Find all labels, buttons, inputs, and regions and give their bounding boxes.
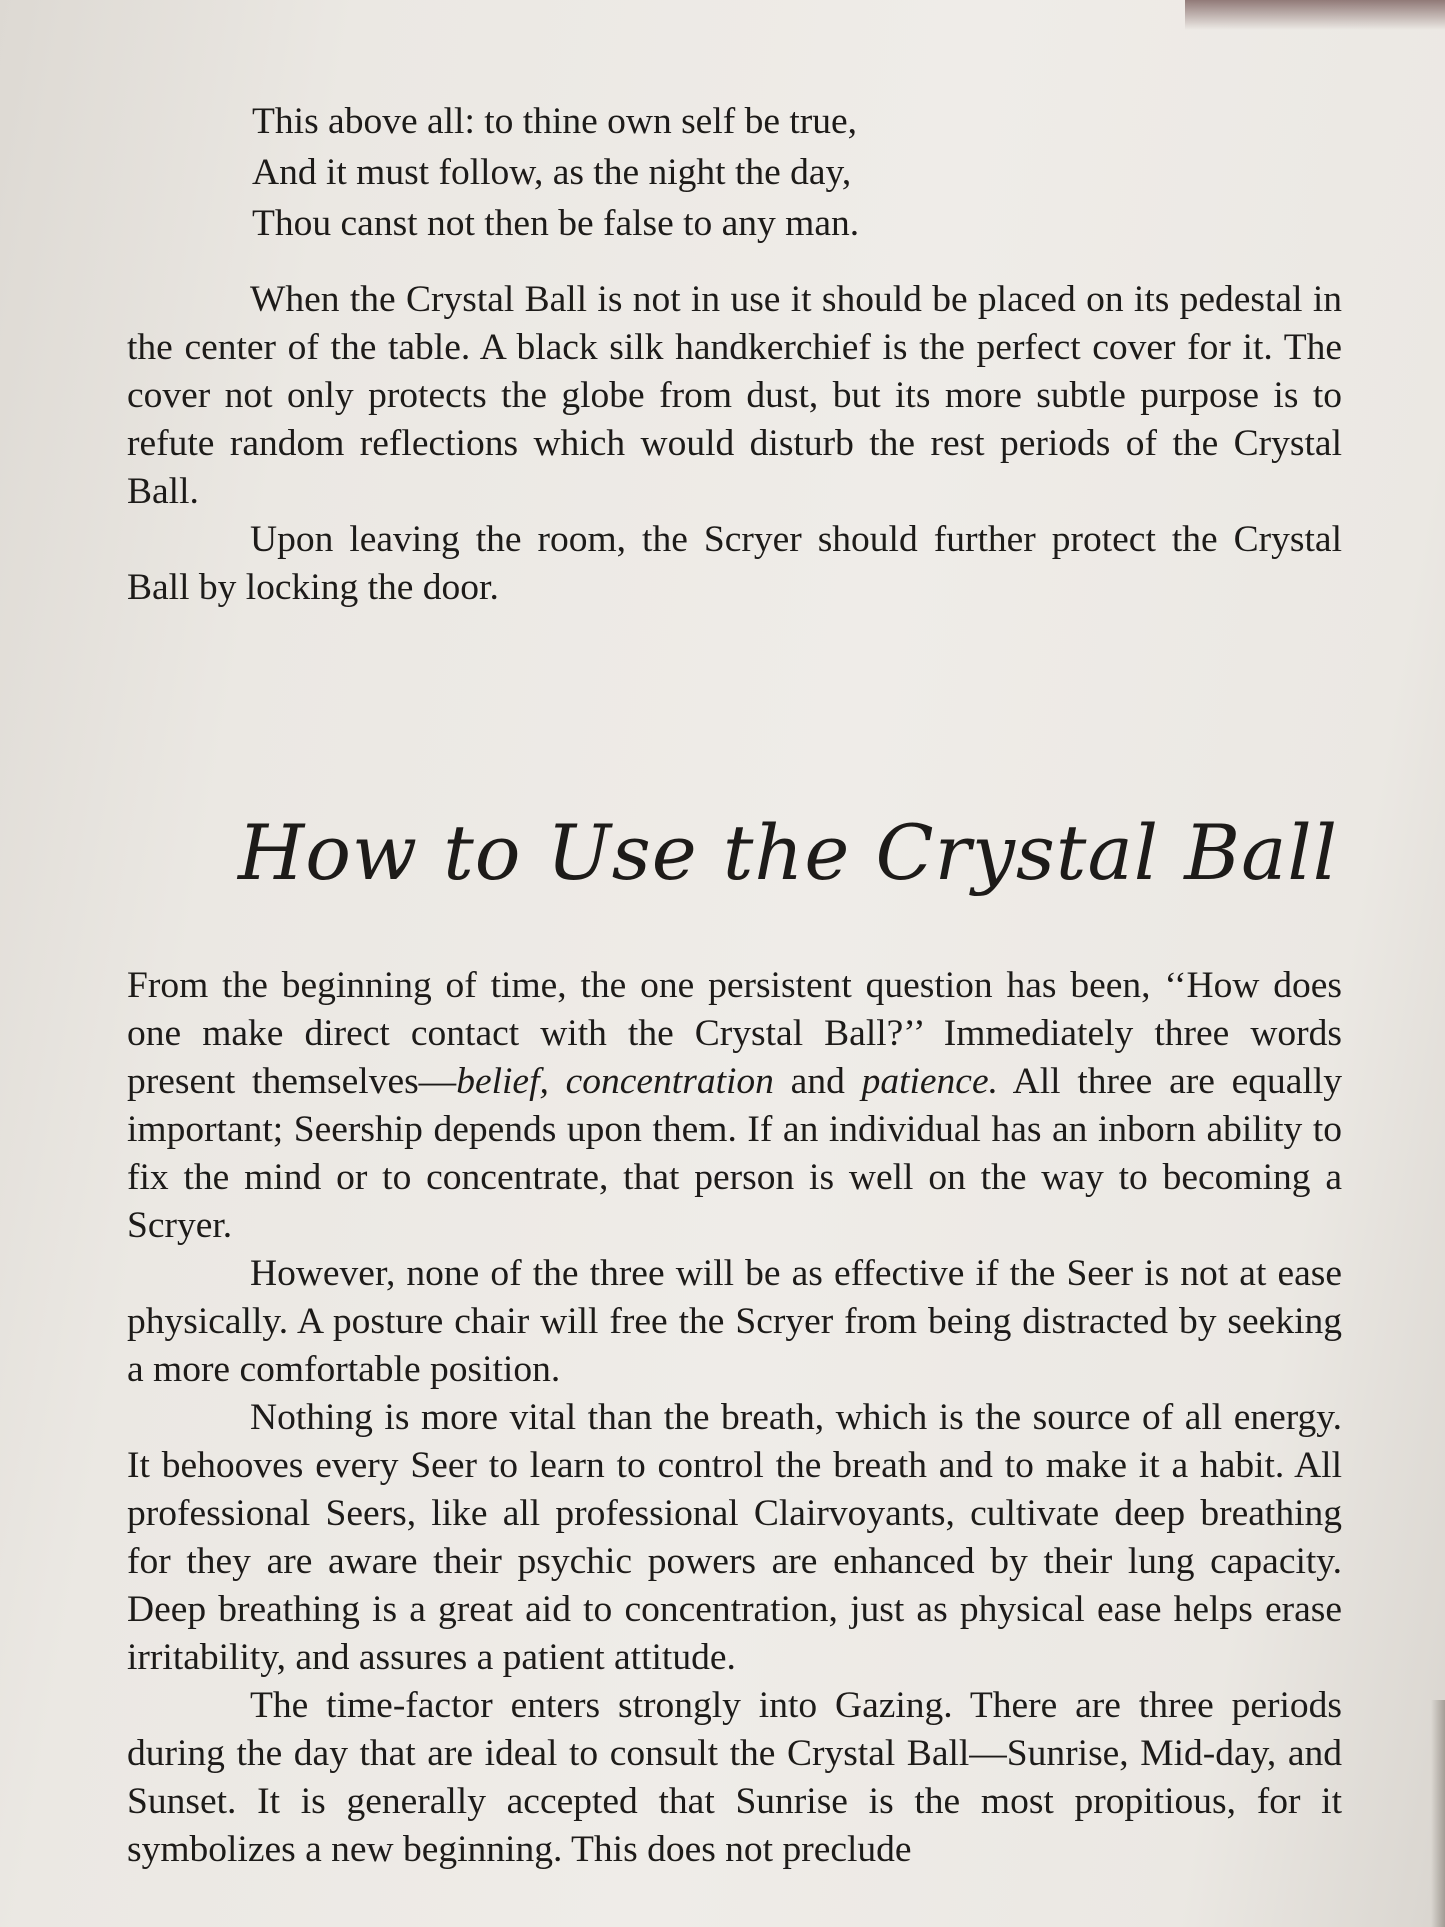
page-edge-shadow [1185, 0, 1445, 30]
verse-block [252, 96, 859, 249]
verse-line: Thou canst not then be false to any man. [252, 203, 860, 244]
paragraph-text: and [773, 1061, 862, 1102]
emphasis-belief-concentration: belief, concentration [456, 1061, 774, 1102]
paragraph: When the Crystal Ball is not in use it should be placed on its pedestal in the center of the table. A black silk handkerchief is the perfect cover for it. The cover not only protects the globe from dust, but its more subtle purpose is to refute random reflections which would disturb the rest periods of the Crystal Ball. [127, 279, 1342, 512]
verse-line: This above all: to thine own self be true, [252, 101, 858, 142]
paragraph: Upon leaving the room, the Scryer should further protect the Crystal Ball by locking the door. [127, 519, 1342, 608]
page-right-edge [1431, 1700, 1445, 1927]
paragraph: However, none of the three will be as effective if the Seer is not at ease physically. A posture chair will free the Scryer from being distracted by seeking a more comfortable position. [127, 1253, 1342, 1390]
section-heading: How to Use the Crystal Ball [238, 808, 1339, 897]
section-two [127, 962, 1342, 1874]
verse-line: And it must follow, as the night the day, [252, 152, 852, 193]
emphasis-patience: patience. [861, 1061, 998, 1102]
paragraph: Nothing is more vital than the breath, which is the source of all energy. It behooves every Seer to learn to control the breath and to make it a habit. All professional Seers, like all professional Clairvoyants, cultivate deep breathing for they are aware their psychic powers are enhanced by their lung capacity. Deep breathing is a great aid to concentration, just as physical ease helps erase irritability, and assures a patient attitude. [127, 1397, 1342, 1678]
section-one [127, 276, 1342, 612]
paragraph [127, 962, 1342, 1250]
paragraph: The time-factor enters strongly into Gazing. There are three periods during the day that are ideal to consult the Crystal Ball—Sunrise, Mid-day, and Sunset. It is generally accepted that Sunrise is the most propitious, for it symbolizes a new beginning. This does not preclude [127, 1685, 1342, 1870]
paragraph-text: All three are equally important; Seership depends upon them. If an individual has an inborn ability to fix the mind or to concentrate, that person is well on the way to becoming a Scryer. [127, 1061, 1342, 1246]
paragraph-text: From the beginning of time, the one persistent question has been, ‘‘How does one make direct contact with the Crystal Ball?’’ Immediately three words present themselves— [127, 965, 1342, 1102]
